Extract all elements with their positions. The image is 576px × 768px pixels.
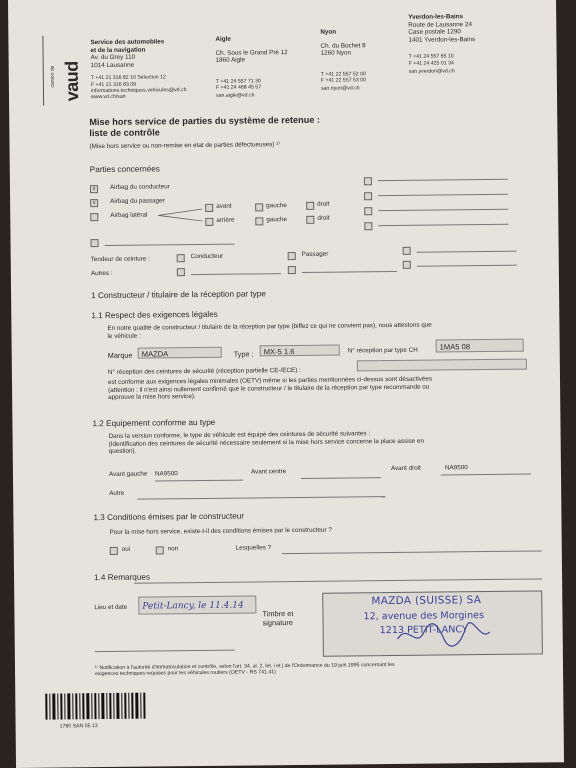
other-belt-line[interactable]: [137, 496, 385, 500]
rear-left-checkbox[interactable]: [255, 217, 263, 225]
section-1-4-heading: 1.4 Remarques: [94, 572, 151, 583]
lateral-rear-label: arrière: [216, 216, 235, 224]
extra-line-5[interactable]: [105, 244, 235, 246]
footnote-line-1: ¹⁾ Notification à l'autorité d'immatriculation et contrôle, selon l'art. 34, al. 2, let. i et j de l'Ordonnance du 19 juin 1995 concernant les: [94, 661, 395, 672]
front-center-belt-label: Avant centre: [250, 468, 287, 476]
place-date-field[interactable]: Petit-Lancy, le 11.4.14: [138, 595, 256, 614]
lateral-front-label: avant: [216, 202, 232, 210]
aigle-email: san.aigle@vd.ch: [215, 92, 255, 100]
airbag-lateral-label: Airbag latéral: [110, 211, 148, 219]
section-1-1-text-line-1: En notre qualité de constructeur / titulaire de la réception par type (biffez ce qui ne convient pas), nous attestons que: [107, 321, 432, 332]
aigle-block: [215, 35, 321, 100]
stamp-box[interactable]: [322, 590, 543, 656]
conformity-line-3: approuve la mise hors service).: [108, 393, 196, 402]
extra-checkbox-3[interactable]: [364, 207, 372, 215]
conditions-yes-label: oui: [121, 545, 131, 553]
stamp-label-line-2: signature: [262, 618, 293, 628]
stamp-label: [262, 609, 322, 628]
footnote-line-2: exigences techniques requises pour les véhicules routiers (OETV - RS 741.41): [95, 669, 276, 678]
yverdon-address-2: Case postale 1290: [408, 28, 461, 36]
conditions-no-checkbox[interactable]: [156, 546, 164, 554]
stamp-line-2: 12, avenue des Morgines: [363, 610, 485, 623]
conformity-text: [108, 374, 548, 401]
front-left-belt-value[interactable]: NA9500: [154, 470, 178, 478]
office-block: [90, 38, 221, 101]
rear-left-label: gauche: [266, 216, 288, 224]
extra-line-3[interactable]: [378, 209, 508, 211]
section-1-heading: 1 Constructeur / titulaire de la réception par type: [91, 289, 266, 301]
section-1-2-text: [109, 428, 549, 455]
form-title-line-1: Mise hors service de parties du système de retenue :: [89, 114, 321, 128]
section-1-2-text-line-3: question).: [108, 447, 137, 456]
conditions-yes-checkbox[interactable]: [110, 547, 118, 555]
logo-text: vaud: [61, 61, 83, 102]
signature-scribble: [394, 618, 494, 651]
yverdon-email: san.yverdon@vd.ch: [408, 68, 455, 75]
aigle-fax: F +41 24 468 45 57: [215, 84, 262, 91]
airbag-passenger-checkbox[interactable]: x: [90, 199, 98, 207]
place-date-label: Lieu et date: [94, 603, 128, 612]
front-left-label: gauche: [266, 202, 287, 210]
others-checkbox-2[interactable]: [288, 266, 296, 274]
office-address-1: Av. du Grey 110: [90, 53, 136, 62]
section-1-2-text-line-2: (Identification des ceintures de sécurité nécessaire seulement si la mise hors service concerne la place assise en: [108, 437, 425, 448]
office-name-1: Service des automobiles: [90, 38, 165, 47]
tensioner-label: Tendeur de ceinture :: [90, 255, 150, 264]
others-line-1[interactable]: [191, 273, 281, 275]
rear-right-checkbox[interactable]: [306, 216, 314, 224]
place-date-underline: [95, 650, 235, 652]
tensioner-extra-line[interactable]: [417, 251, 517, 253]
section-1-1-text: [107, 320, 547, 340]
reception-label: N° réception par type CH: [347, 346, 418, 355]
extra-checkbox-2[interactable]: [364, 192, 372, 200]
others-line-3[interactable]: [417, 265, 517, 267]
others-checkbox-3[interactable]: [403, 261, 411, 269]
vaud-logo: [42, 35, 84, 105]
form-subtitle: (Mise hors service ou non-remise en état de parties défectueuses) ¹⁾: [89, 141, 280, 151]
form-title: [89, 114, 389, 139]
conditions-which-label: Lesquelles ?: [235, 544, 272, 552]
yverdon-block: [408, 12, 539, 75]
parts-heading: Parties concernées: [89, 164, 160, 175]
tensioner-driver-checkbox[interactable]: [177, 254, 185, 262]
airbag-driver-label: Airbag du conducteur: [109, 183, 170, 191]
airbag-passenger-label: Airbag du passager: [110, 197, 165, 205]
airbag-lateral-checkbox[interactable]: [90, 213, 98, 221]
extra-line-1[interactable]: [378, 179, 508, 181]
barcode: [45, 693, 145, 720]
front-right-belt-line: [441, 474, 531, 476]
aigle-address-1: Ch. Sous le Grand Pré 12: [215, 48, 288, 57]
nyon-block: [320, 28, 416, 93]
remarks-line[interactable]: [134, 578, 542, 583]
nyon-email: san.nyon@vd.ch: [320, 85, 360, 93]
section-1-2-text-line-1: Dans la version conforme, le type de véhicule est équipé des ceintures de sécurité suivantes :: [108, 430, 371, 440]
type-field[interactable]: MX-5 1.6: [260, 345, 340, 357]
aigle-city: Aigle: [215, 35, 231, 43]
airbag-driver-checkbox[interactable]: x: [90, 185, 98, 193]
section-1-3-text: Pour la mise hors service, existe-t-il des conditions émises par le constructeur ?: [109, 526, 332, 536]
nyon-fax: F +41 22 557 53 00: [320, 77, 367, 84]
extra-checkbox-1[interactable]: [364, 177, 372, 185]
conformity-line-2: (attention : il n'est ainsi nullement confirmé que le constructeur / le titulaire de la réception par type recommande ou: [108, 383, 430, 394]
front-right-label: droit: [317, 200, 330, 208]
yverdon-fax: F +41 24 425 01 34: [408, 60, 454, 67]
section-1-1-text-line-2: le véhicule :: [107, 332, 141, 340]
type-label: Type :: [233, 349, 254, 359]
section-1-3-heading: 1.3 Conditions émises par le constructeur: [93, 511, 245, 523]
office-phone: T +41 21 316 82 10 Sélection 12: [90, 74, 166, 82]
extra-line-2[interactable]: [378, 194, 508, 196]
nyon-address-2: 1260 Nyon: [320, 49, 352, 57]
aigle-phone: T +41 24 557 71 30: [215, 78, 261, 85]
tensioner-passenger-checkbox[interactable]: [288, 252, 296, 260]
partial-reception-field[interactable]: [357, 359, 527, 372]
front-left-belt-line: [155, 480, 243, 482]
footnote: [95, 660, 565, 678]
form-title-line-2: liste de contrôle: [89, 127, 160, 139]
front-center-belt-line[interactable]: [301, 477, 381, 479]
nyon-phone: T +41 22 557 52 00: [320, 71, 366, 78]
stamp-line-1: MAZDA (SUISSE) SA: [371, 594, 482, 608]
yverdon-city: Yverdon-les-Bains: [408, 13, 464, 21]
office-name-2: et de la navigation: [90, 46, 146, 54]
office-fax: F +41 21 316 83 09: [90, 81, 137, 88]
stamp-label-line-1: Timbre et: [262, 609, 294, 619]
yverdon-address-1: Route de Lausanne 24: [408, 20, 473, 29]
rear-right-label: droit: [317, 214, 330, 222]
brand-field[interactable]: MAZDA: [138, 347, 222, 359]
office-email: informations.techniques.vehicules@vd.ch: [90, 87, 187, 95]
reception-field[interactable]: 1MA5 08: [436, 339, 524, 353]
lateral-front-checkbox[interactable]: [205, 204, 213, 212]
extra-checkbox-4[interactable]: [364, 222, 372, 230]
extra-line-4[interactable]: [378, 224, 508, 226]
other-belt-label: Autre: [109, 489, 125, 497]
brand-label: Marque: [107, 350, 133, 360]
document-page: [8, 0, 564, 768]
aigle-address-2: 1860 Aigle: [215, 56, 246, 65]
conditions-no-label: non: [167, 545, 179, 553]
conditions-which-line[interactable]: [282, 550, 542, 554]
tensioner-driver-label: Conducteur: [190, 252, 224, 261]
front-right-checkbox[interactable]: [306, 202, 314, 210]
nyon-city: Nyon: [320, 28, 337, 36]
conformity-line-1: est conforme aux exigences légales minimales (OETV) même si les parties mentionnées ci-dessus sont désactivées: [107, 375, 433, 386]
front-left-checkbox[interactable]: [255, 203, 263, 211]
office-address-2: 1014 Lausanne: [90, 61, 135, 69]
others-label: Autres :: [90, 269, 113, 278]
bracket-lines: [156, 206, 206, 225]
others-checkbox-1[interactable]: [177, 268, 185, 276]
logo-small-text: canton de: [49, 65, 56, 88]
yverdon-address-3: 1401 Yverdon-les-Bains: [408, 35, 476, 44]
lateral-rear-checkbox[interactable]: [205, 218, 213, 226]
front-right-belt-value[interactable]: NA9500: [444, 464, 468, 472]
partial-reception-label: N° réception des ceintures de sécurité (réception partielle CE-/ECE) :: [107, 366, 301, 376]
tensioner-extra-checkbox[interactable]: [403, 247, 411, 255]
others-line-2[interactable]: [302, 271, 397, 273]
office-web: www.vd.ch/san: [90, 94, 126, 101]
front-right-belt-label: Avant droit: [390, 464, 421, 473]
yverdon-phone: T +41 24 557 65 10: [408, 53, 454, 61]
section-1-2-heading: 1.2 Equipement conforme au type: [92, 417, 216, 429]
nyon-address-1: Ch. du Bochet 8: [320, 41, 366, 50]
extra-checkbox-5[interactable]: [91, 239, 99, 247]
front-left-belt-label: Avant gauche: [108, 470, 148, 478]
tensioner-passenger-label: Passager: [301, 250, 329, 258]
section-1-1-heading: 1.1 Respect des exigences légales: [91, 309, 218, 321]
barcode-caption: 1780 SAN 05 13: [59, 723, 98, 730]
stamp-line-3: 1213 PETIT-LANCY: [379, 624, 468, 637]
